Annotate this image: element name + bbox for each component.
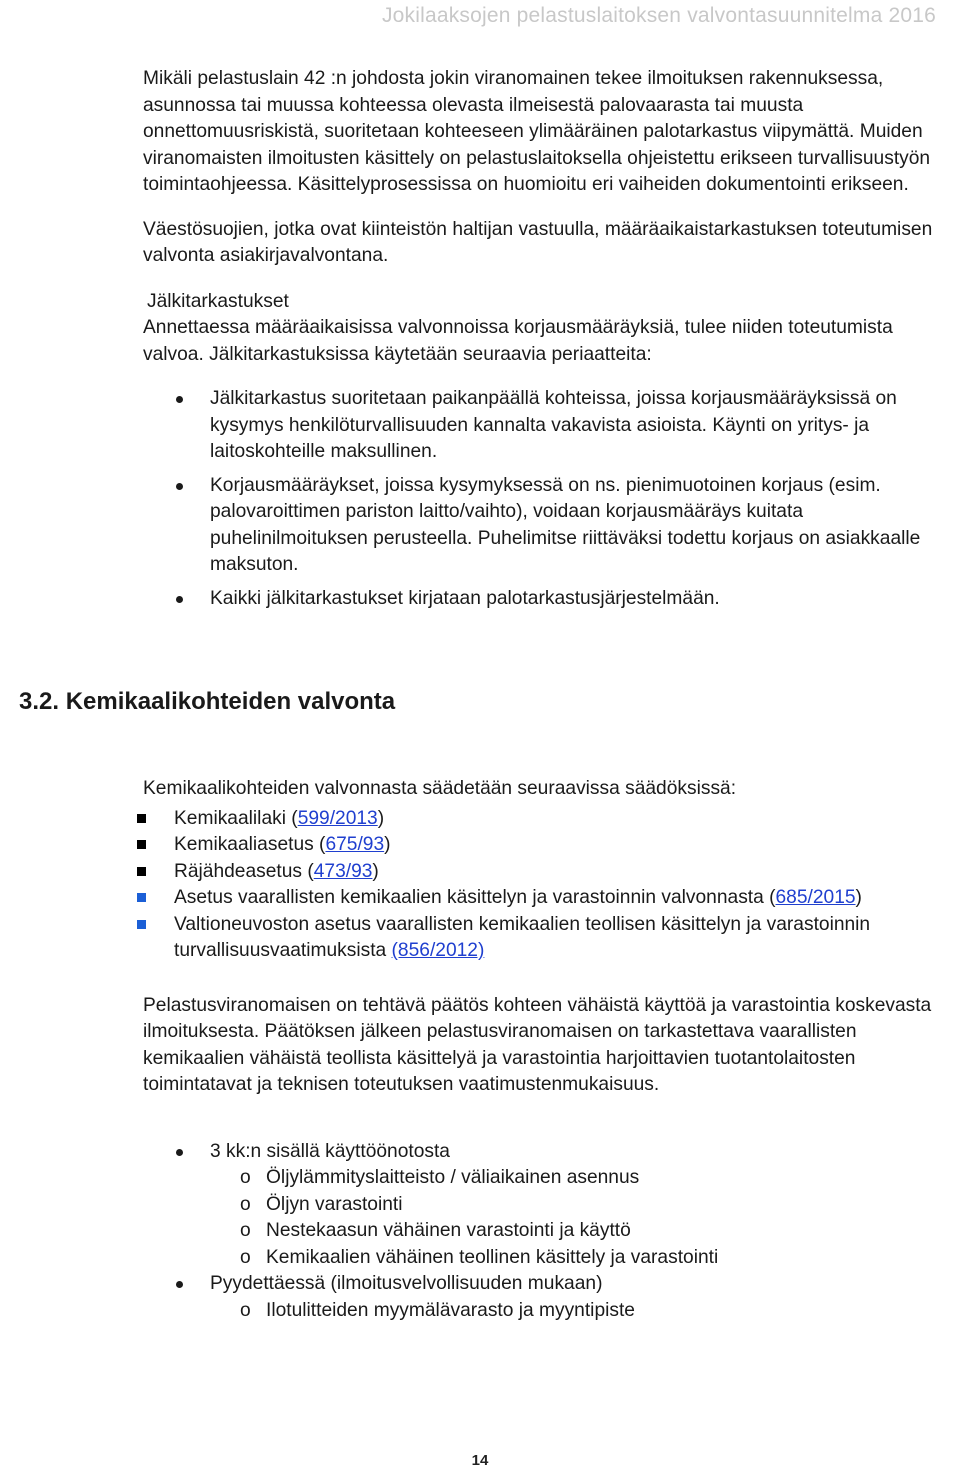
list-item: Kemikaaliasetus (675/93) bbox=[143, 832, 933, 859]
law-link[interactable]: (856/2012) bbox=[391, 940, 485, 961]
square-bullet-icon bbox=[137, 920, 146, 929]
bullet-icon bbox=[176, 396, 183, 403]
law-link[interactable]: 685/2015 bbox=[775, 887, 856, 908]
circle-bullet-icon: o bbox=[240, 1220, 251, 1241]
page-number: 14 bbox=[471, 1452, 489, 1469]
sub-list-item: o Öljylämmityslaitteisto / väliaikainen asennus bbox=[210, 1165, 933, 1192]
law-link[interactable]: 599/2013 bbox=[297, 807, 378, 829]
sub-list-item: o Nestekaasun vähäinen varastointi ja käyttö bbox=[210, 1218, 933, 1245]
law-link[interactable]: 675/93 bbox=[325, 834, 385, 855]
bullet-icon bbox=[176, 1281, 183, 1288]
list-item: Räjähdeasetus (473/93) bbox=[143, 859, 933, 886]
paragraph-inspection-notice: Mikäli pelastuslain 42 :n johdosta jokin viranomainen tekee ilmoituksen rakennuksessa, asunnossa tai muussa kohteessa olevasta ilmeisestä palovaarasta tai muusta onnettomuusriskistä, suoritetaan kohteeseen ylimääräinen palotarkastus viipymättä. Muiden viranomaisten ilmoitusten käsittely on pelastuslaitoksella ohjeistettu erikseen turvallisuustyön toimintaohjeessa. Käsittelyprosessissa on huomioitu eri vaiheiden dokumentointi erikseen. bbox=[143, 68, 931, 195]
square-bullet-icon bbox=[137, 840, 146, 849]
document-header: Jokilaaksojen pelastuslaitoksen valvontasuunnitelma 2016 bbox=[381, 4, 936, 27]
list-item: Valtioneuvoston asetus vaarallisten kemikaalien teollisen käsittelyn ja varastoinnin turvallisuusvaatimuksista (856/2012) bbox=[143, 912, 933, 965]
bullet-icon bbox=[176, 483, 183, 490]
sub-list bbox=[210, 1298, 933, 1325]
square-bullet-icon bbox=[137, 867, 146, 876]
list-item: 3 kk:n sisällä käyttöönotosta o Öljylämmityslaitteisto / väliaikainen asennus o Öljyn varastointi o Nestekaasun vähäinen varastointi ja käyttö o Kemikaalien vähäinen teollinen käsittely ja varastointi bbox=[143, 1139, 933, 1272]
list-item: Pyydettäessä (ilmoitusvelvollisuuden mukaan) o Ilotulitteiden myymälävarasto ja myyntipiste bbox=[143, 1271, 933, 1324]
list-item: Kemikaalilaki (599/2013) bbox=[143, 806, 933, 833]
list-item: Asetus vaarallisten kemikaalien käsittelyn ja varastoinnin valvonnasta (685/2015) bbox=[143, 885, 933, 912]
list-item: Korjausmääräykset, joissa kysymyksessä on ns. pienimuotoinen korjaus (esim. palovaroittimen pariston laitto/vaihto), voidaan korjausmääräys kuitata puhelinilmoituksen perusteella. Puhelimitse riittäväksi todettu korjaus on asiakkaalle maksuton. bbox=[143, 473, 933, 579]
law-link[interactable]: 473/93 bbox=[313, 860, 373, 882]
body-section-2 bbox=[143, 776, 933, 1324]
circle-bullet-icon: o bbox=[240, 1193, 251, 1215]
body-section-1 bbox=[143, 66, 933, 619]
paragraph-follow-up: Annettaessa määräaikaisissa valvonnoissa korjausmääräyksiä, tulee niiden toteutumista valvoa. Jälkitarkastuksissa käytetään seuraavia periaatteita: bbox=[143, 317, 893, 365]
square-bullet-icon bbox=[137, 814, 146, 823]
square-bullet-icon bbox=[137, 893, 146, 902]
circle-bullet-icon: o bbox=[240, 1167, 251, 1188]
circle-bullet-icon: o bbox=[240, 1299, 251, 1321]
paragraph-regulations-intro: Kemikaalikohteiden valvonnasta säädetään seuraavissa säädöksissä: bbox=[143, 778, 737, 799]
follow-up-bullet-list bbox=[143, 386, 933, 612]
sub-list-item: o Kemikaalien vähäinen teollinen käsittely ja varastointi bbox=[210, 1245, 933, 1272]
list-item: Kaikki jälkitarkastukset kirjataan palotarkastusjärjestelmään. bbox=[143, 586, 933, 613]
sub-list-item: o Ilotulitteiden myymälävarasto ja myyntipiste bbox=[210, 1298, 933, 1325]
paragraph-shelters: Väestösuojien, jotka ovat kiinteistön haltijan vastuulla, määräaikaistarkastuksen toteutumisen valvonta asiakirjavalvontana. bbox=[143, 218, 933, 266]
bullet-icon bbox=[176, 1149, 183, 1156]
inspection-timing-list bbox=[143, 1139, 933, 1325]
circle-bullet-icon: o bbox=[240, 1246, 251, 1268]
section-title: 3.2. Kemikaalikohteiden valvonta bbox=[19, 688, 396, 715]
subheading-follow-up: Jälkitarkastukset bbox=[147, 290, 289, 312]
bullet-icon bbox=[176, 596, 183, 603]
regulations-list bbox=[143, 806, 933, 965]
paragraph-authority-decision: Pelastusviranomaisen on tehtävä päätös kohteen vähäistä käyttöä ja varastointia koskevasta ilmoituksesta. Päätöksen jälkeen pelastusviranomaisen on tarkastettava vaarallisten kemikaalien vähäistä teollista käsittelyä ja varastointia harjoittavien tuotantolaitosten toimintatavat ja teknisen toteutuksen vaatimustenmukaisuus. bbox=[143, 994, 932, 1095]
sub-list bbox=[210, 1165, 933, 1271]
sub-list-item: o Öljyn varastointi bbox=[210, 1192, 933, 1219]
list-item: Jälkitarkastus suoritetaan paikanpäällä kohteissa, joissa korjausmääräyksissä on kysymys henkilöturvallisuuden kannalta vakavista asioista. Käynti on yritys- ja laitoskohteille maksullinen. bbox=[143, 386, 933, 466]
